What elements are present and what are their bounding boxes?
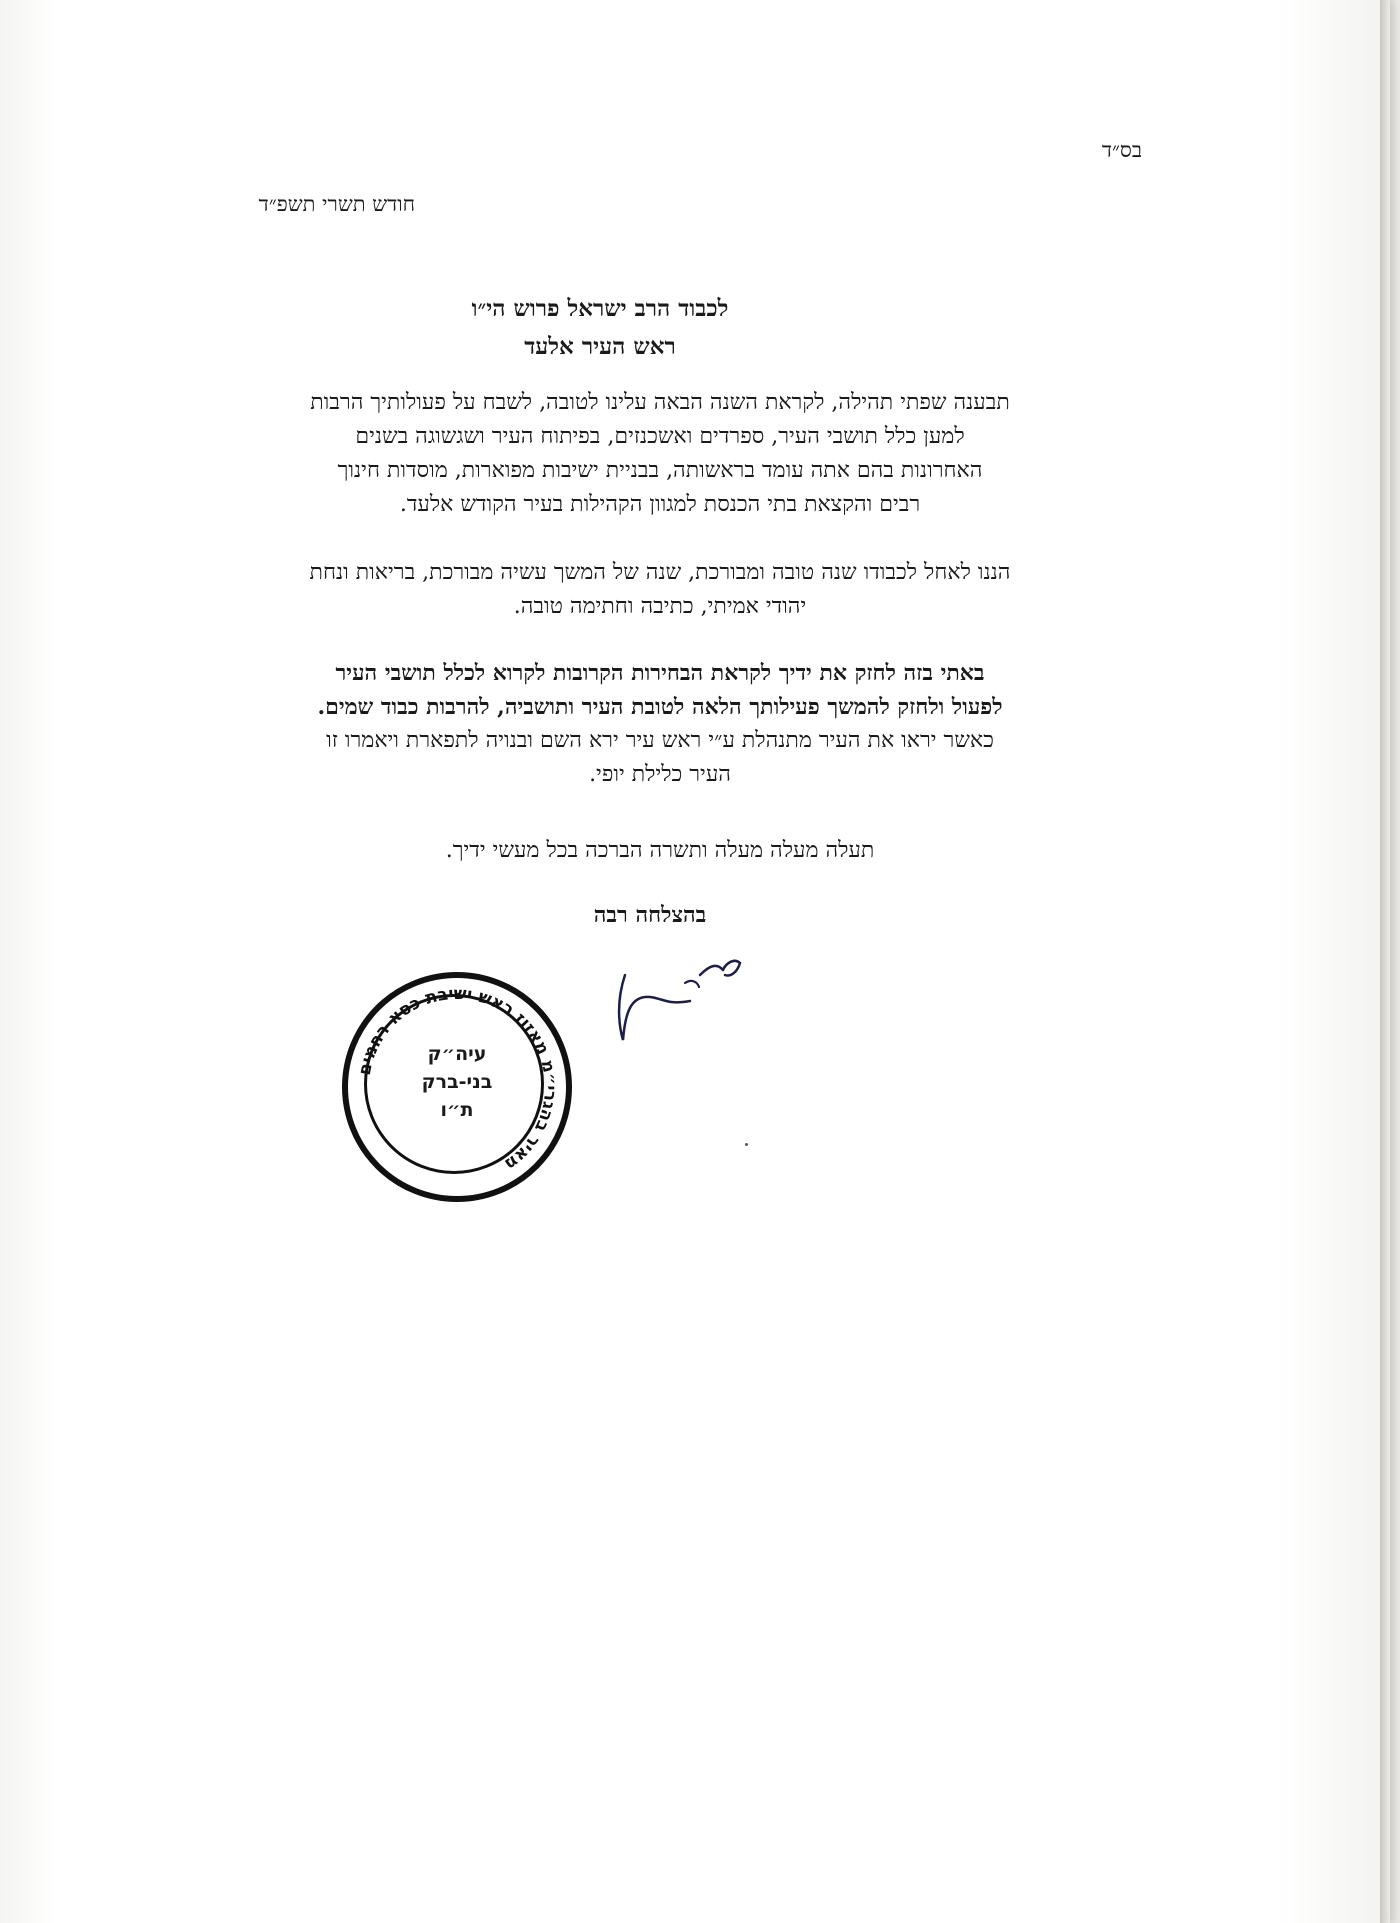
handwritten-signature [605,935,755,1055]
paragraph-line-bold: באתי בזה לחזק את ידיך לקראת הבחירות הקרובות לקרוא לכלל תושבי העיר [335,660,985,686]
stamp-center-text [392,1040,522,1124]
paragraph-final-blessing [160,834,1160,868]
paragraph-line: כאשר יראו את העיר מתנהלת ע״י ראש עיר ירא השם ובנויה לתפארת ויאמרו זו [326,728,994,753]
addressee [300,290,900,366]
paragraph-praise [160,386,1160,522]
paper-edge [1380,0,1390,1923]
paragraph-blessing [160,556,1160,624]
rabbinical-stamp [342,972,572,1202]
addressee-line: ראש העיר אלעד [524,333,676,360]
addressee-line: לכבוד הרב ישראל פרוש הי״ו [471,295,729,322]
stamp-center-line: בני-ברק [421,1071,493,1093]
stamp-ring-label: מאיר בהגרי״מ מאזוז ראש ישיבת כסא רחמים [354,983,561,1175]
stamp-center-line: עיה״ק [427,1043,487,1065]
paragraph-line: תבענה שפתי תהילה, לקראת השנה הבאה עלינו לטובה, לשבח על פעולותיך הרבות [310,390,1010,415]
closing: בהצלחה רבה [593,902,707,928]
paragraph-line: יהודי אמיתי, כתיבה וחתימה טובה. [513,594,807,619]
paragraph-elections [160,656,1160,792]
paragraph-line: רבים והקצאת בתי הכנסת למגוון הקהילות בעיר הקודש אלעד. [399,492,921,517]
paper-speck [745,1143,748,1146]
paragraph-line: העיר כלילת יופי. [589,762,731,787]
header-bsd: בס״ד [1101,138,1142,162]
paragraph-line: תעלה מעלה מעלה ותשרה הברכה בכל מעשי ידיך. [445,838,875,863]
letter-date: חודש תשרי תשפ״ד [258,192,415,216]
paragraph-line-bold: לפעול ולחזק להמשך פעילותך הלאה לטובת העיר ותושביה, להרבות כבוד שמים. [317,694,1003,720]
stamp-center-line: ת״ו [440,1099,474,1121]
paragraph-line: האחרונות בהם אתה עומד בראשותה, בבניית ישיבות מפוארות, מוסדות חינוך [337,458,983,483]
paragraph-line: הננו לאחל לכבודו שנה טובה ומבורכת, שנה של המשך עשיה מבורכת, בריאות ונחת [309,560,1011,585]
paragraph-line: למען כלל תושבי העיר, ספרדים ואשכנזים, בפיתוח העיר ושגשוגה בשנים [355,424,965,449]
